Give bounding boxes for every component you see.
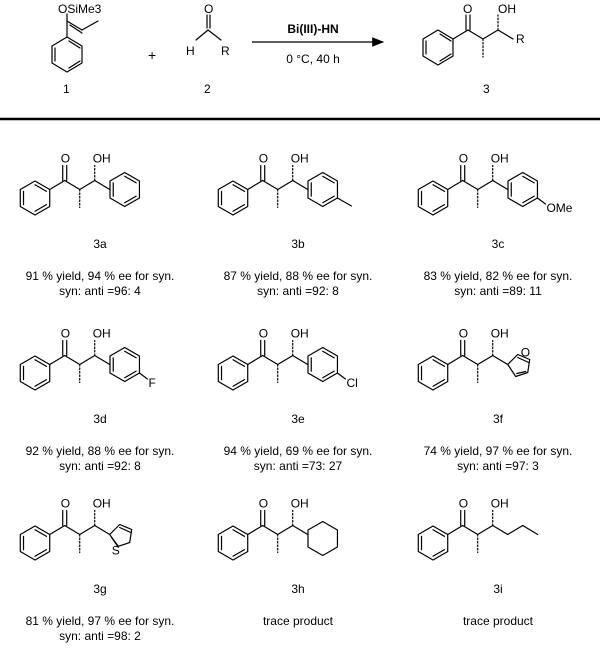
para-substituent-label: OMe [546,201,573,215]
compound-grid [20,152,572,644]
compound-3h [218,497,337,629]
yield-line: 74 % yield, 97 % ee for syn. [423,444,573,458]
heteroatom-label: S [111,543,120,558]
compound-id-label: 3a [93,237,107,251]
ratio-line: syn: anti =73: 27 [253,459,343,473]
compound-id-label: 3d [93,412,107,426]
compound-3e [218,327,372,474]
ketone-O-label: O [458,326,469,341]
yield-line: 92 % yield, 88 % ee for syn. [25,444,175,458]
product-R-label: R [516,32,525,46]
reactant-1-number: 1 [63,82,70,96]
ketone-O-label: O [458,496,469,511]
yield-line: 83 % yield, 82 % ee for syn. [423,269,573,283]
yield-line: trace product [462,614,534,628]
ketone-O-label: O [458,151,469,166]
compound-id-label: 3i [493,582,503,596]
compound-id-label: 3c [491,237,505,251]
compound-id-label: 3e [291,412,305,426]
compound-id-label: 3h [291,582,305,596]
ratio-line: syn: anti =92: 8 [257,284,339,298]
compound-3i [418,497,537,629]
ketone-O-label: O [258,326,269,341]
silyl-ether-label: OSiMe3 [58,2,102,16]
compound-3b [218,152,372,299]
compound-3g [20,497,174,644]
ketone-O-label: O [60,151,71,166]
hydroxyl-label: OH [490,326,509,341]
hydroxyl-label: OH [92,151,111,166]
hydroxyl-label: OH [290,496,309,511]
yield-line: 94 % yield, 69 % ee for syn. [223,444,373,458]
para-substituent-label: F [148,376,156,390]
hydroxyl-label: OH [490,151,509,166]
yield-line: 91 % yield, 94 % ee for syn. [25,269,175,283]
compound-3a [20,152,174,299]
compound-id-label: 3f [492,412,504,426]
product-3-structure [423,2,525,65]
compound-id-label: 3b [291,237,305,251]
catalyst-label: Bi(III)-HN [287,22,339,36]
compound-id-label: 3g [93,582,107,596]
yield-line: 81 % yield, 97 % ee for syn. [25,614,175,628]
ratio-line: syn: anti =92: 8 [59,459,141,473]
ketone-O-label: O [60,326,71,341]
ratio-line: syn: anti =97: 3 [457,459,539,473]
conditions-label: 0 °C, 40 h [286,52,340,66]
para-substituent-label: Cl [346,376,358,390]
product-3-number: 3 [483,82,490,96]
ketone-O-label: O [258,496,269,511]
hydroxyl-label: OH [290,151,309,166]
ratio-line: syn: anti =96: 4 [59,284,141,298]
aldehyde-H-label: H [186,44,195,58]
compound-3c [418,152,572,299]
hydroxyl-label: OH [490,496,509,511]
yield-line: 87 % yield, 88 % ee for syn. [223,269,373,283]
yield-line: trace product [262,614,334,628]
ratio-line: syn: anti =98: 2 [59,629,141,643]
product-OH-label: OH [498,2,516,16]
hydroxyl-label: OH [92,326,111,341]
ketone-O-label: O [258,151,269,166]
aldehyde-R-label: R [221,44,230,58]
heteroatom-label: O [520,345,531,360]
compound-3f [418,327,572,474]
plus-sign: + [148,47,157,63]
reactant-2-structure [186,2,230,58]
ketone-O-label: O [60,496,71,511]
hydroxyl-label: OH [290,326,309,341]
compound-3d [20,327,174,474]
product-ketone-O-label: O [463,2,473,16]
reactant-1-structure [52,2,102,72]
reactant-2-number: 2 [204,82,211,96]
aldehyde-O-label: O [204,2,214,16]
hydroxyl-label: OH [92,496,111,511]
ratio-line: syn: anti =89: 11 [454,284,542,298]
